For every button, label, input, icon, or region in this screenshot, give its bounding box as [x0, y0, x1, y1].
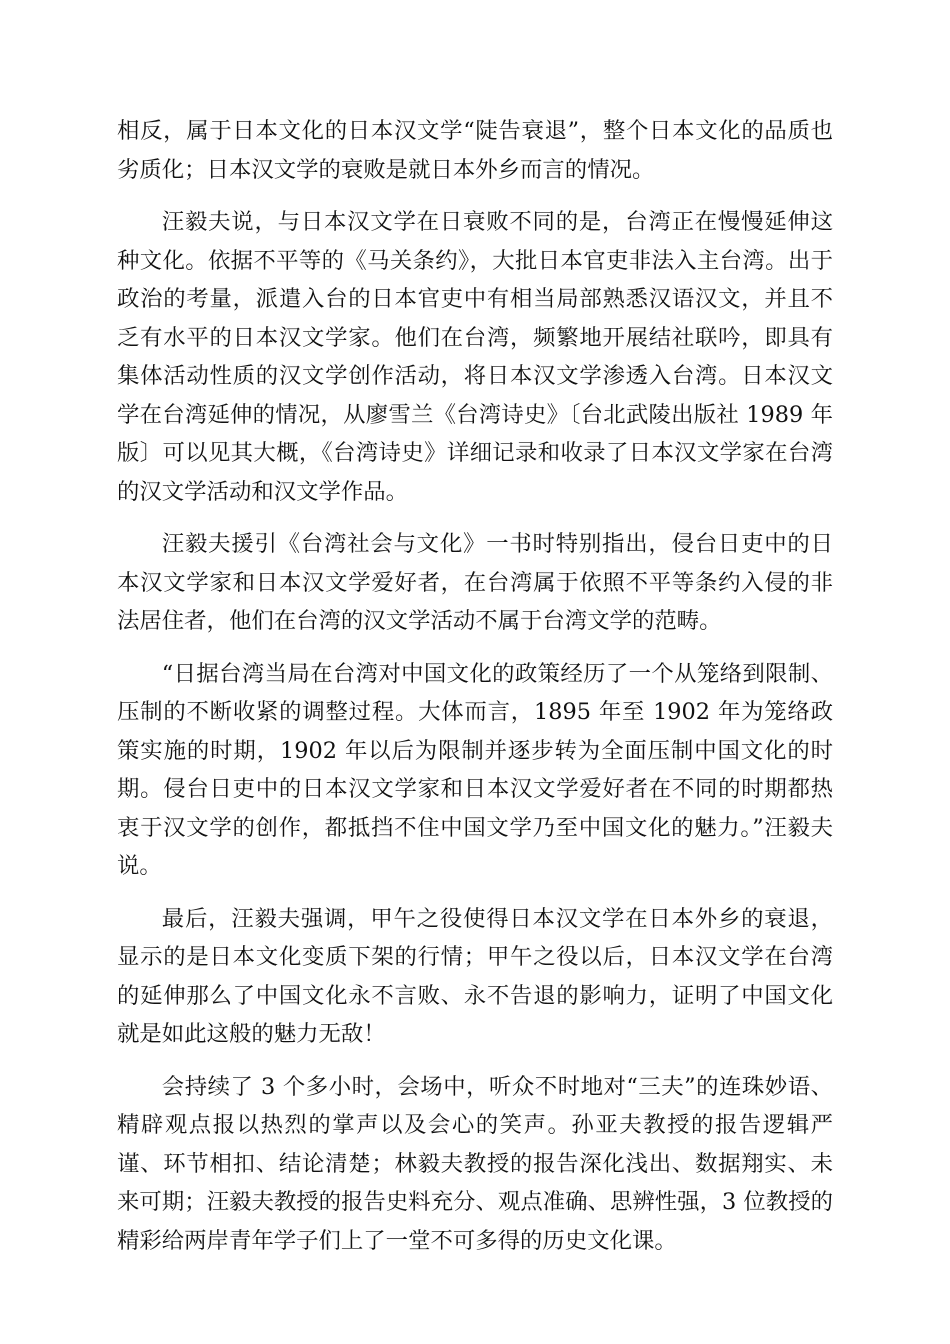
paragraph-5: 最后，汪毅夫强调，甲午之役使得日本汉文学在日本外乡的衰退，显示的是日本文化变质下架的行情；甲午之役以后，日本汉文学在台湾的延伸那么了中国文化永不言败、永不告退的影响力，证明了中国文化就是如此这般的魅力无敌！: [117, 905, 833, 1047]
paragraph-6: 会持续了 3 个多小时，会场中，听众不时地对“三夫”的连珠妙语、精辟观点报以热烈的掌声以及会心的笑声。孙亚夫教授的报告逻辑严谨、环节相扣、结论清楚；林毅夫教授的报告深化浅出、数据翔实、未来可期；汪毅夫教授的报告史料充分、观点准确、思辨性强，3 位教授的精彩给两岸青年学子们上了一堂不可多得的历史文化课。: [117, 1073, 833, 1254]
paragraph-1: 相反，属于日本文化的日本汉文学“陡告衰退”，整个日本文化的品质也劣质化；日本汉文学的衰败是就日本外乡而言的情况。: [117, 118, 833, 183]
paragraph-3: 汪毅夫援引《台湾社会与文化》一书时特别指出，侵台日吏中的日本汉文学家和日本汉文学爱好者，在台湾属于依照不平等条约入侵的非法居住者，他们在台湾的汉文学活动不属于台湾文学的范畴。: [117, 531, 833, 634]
paragraph-2: 汪毅夫说，与日本汉文学在日衰败不同的是，台湾正在慢慢延伸这种文化。依据不平等的《马关条约》，大批日本官吏非法入主台湾。出于政治的考量，派遣入台的日本官吏中有相当局部熟悉汉语汉文，并且不乏有水平的日本汉文学家。他们在台湾，频繁地开展结社联吟，即具有集体活动性质的汉文学创作活动，将日本汉文学渗透入台湾。日本汉文学在台湾延伸的情况，从廖雪兰《台湾诗史》〔台北武陵出版社 1989 年版〕可以见其大概，《台湾诗史》详细记录和收录了日本汉文学家在台湾的汉文学活动和汉文学作品。: [117, 209, 833, 505]
article-body: [117, 112, 833, 1274]
paragraph-4: “日据台湾当局在台湾对中国文化的政策经历了一个从笼络到限制、压制的不断收紧的调整过程。大体而言，1895 年至 1902 年为笼络政策实施的时期，1902 年以后为限制并逐步转为全面压制中国文化的时期。侵台日吏中的日本汉文学家和日本汉文学爱好者在不同的时期都热衷于汉文学的创作，都抵挡不住中国文学乃至中国文化的魅力。”汪毅夫说。: [117, 660, 833, 879]
